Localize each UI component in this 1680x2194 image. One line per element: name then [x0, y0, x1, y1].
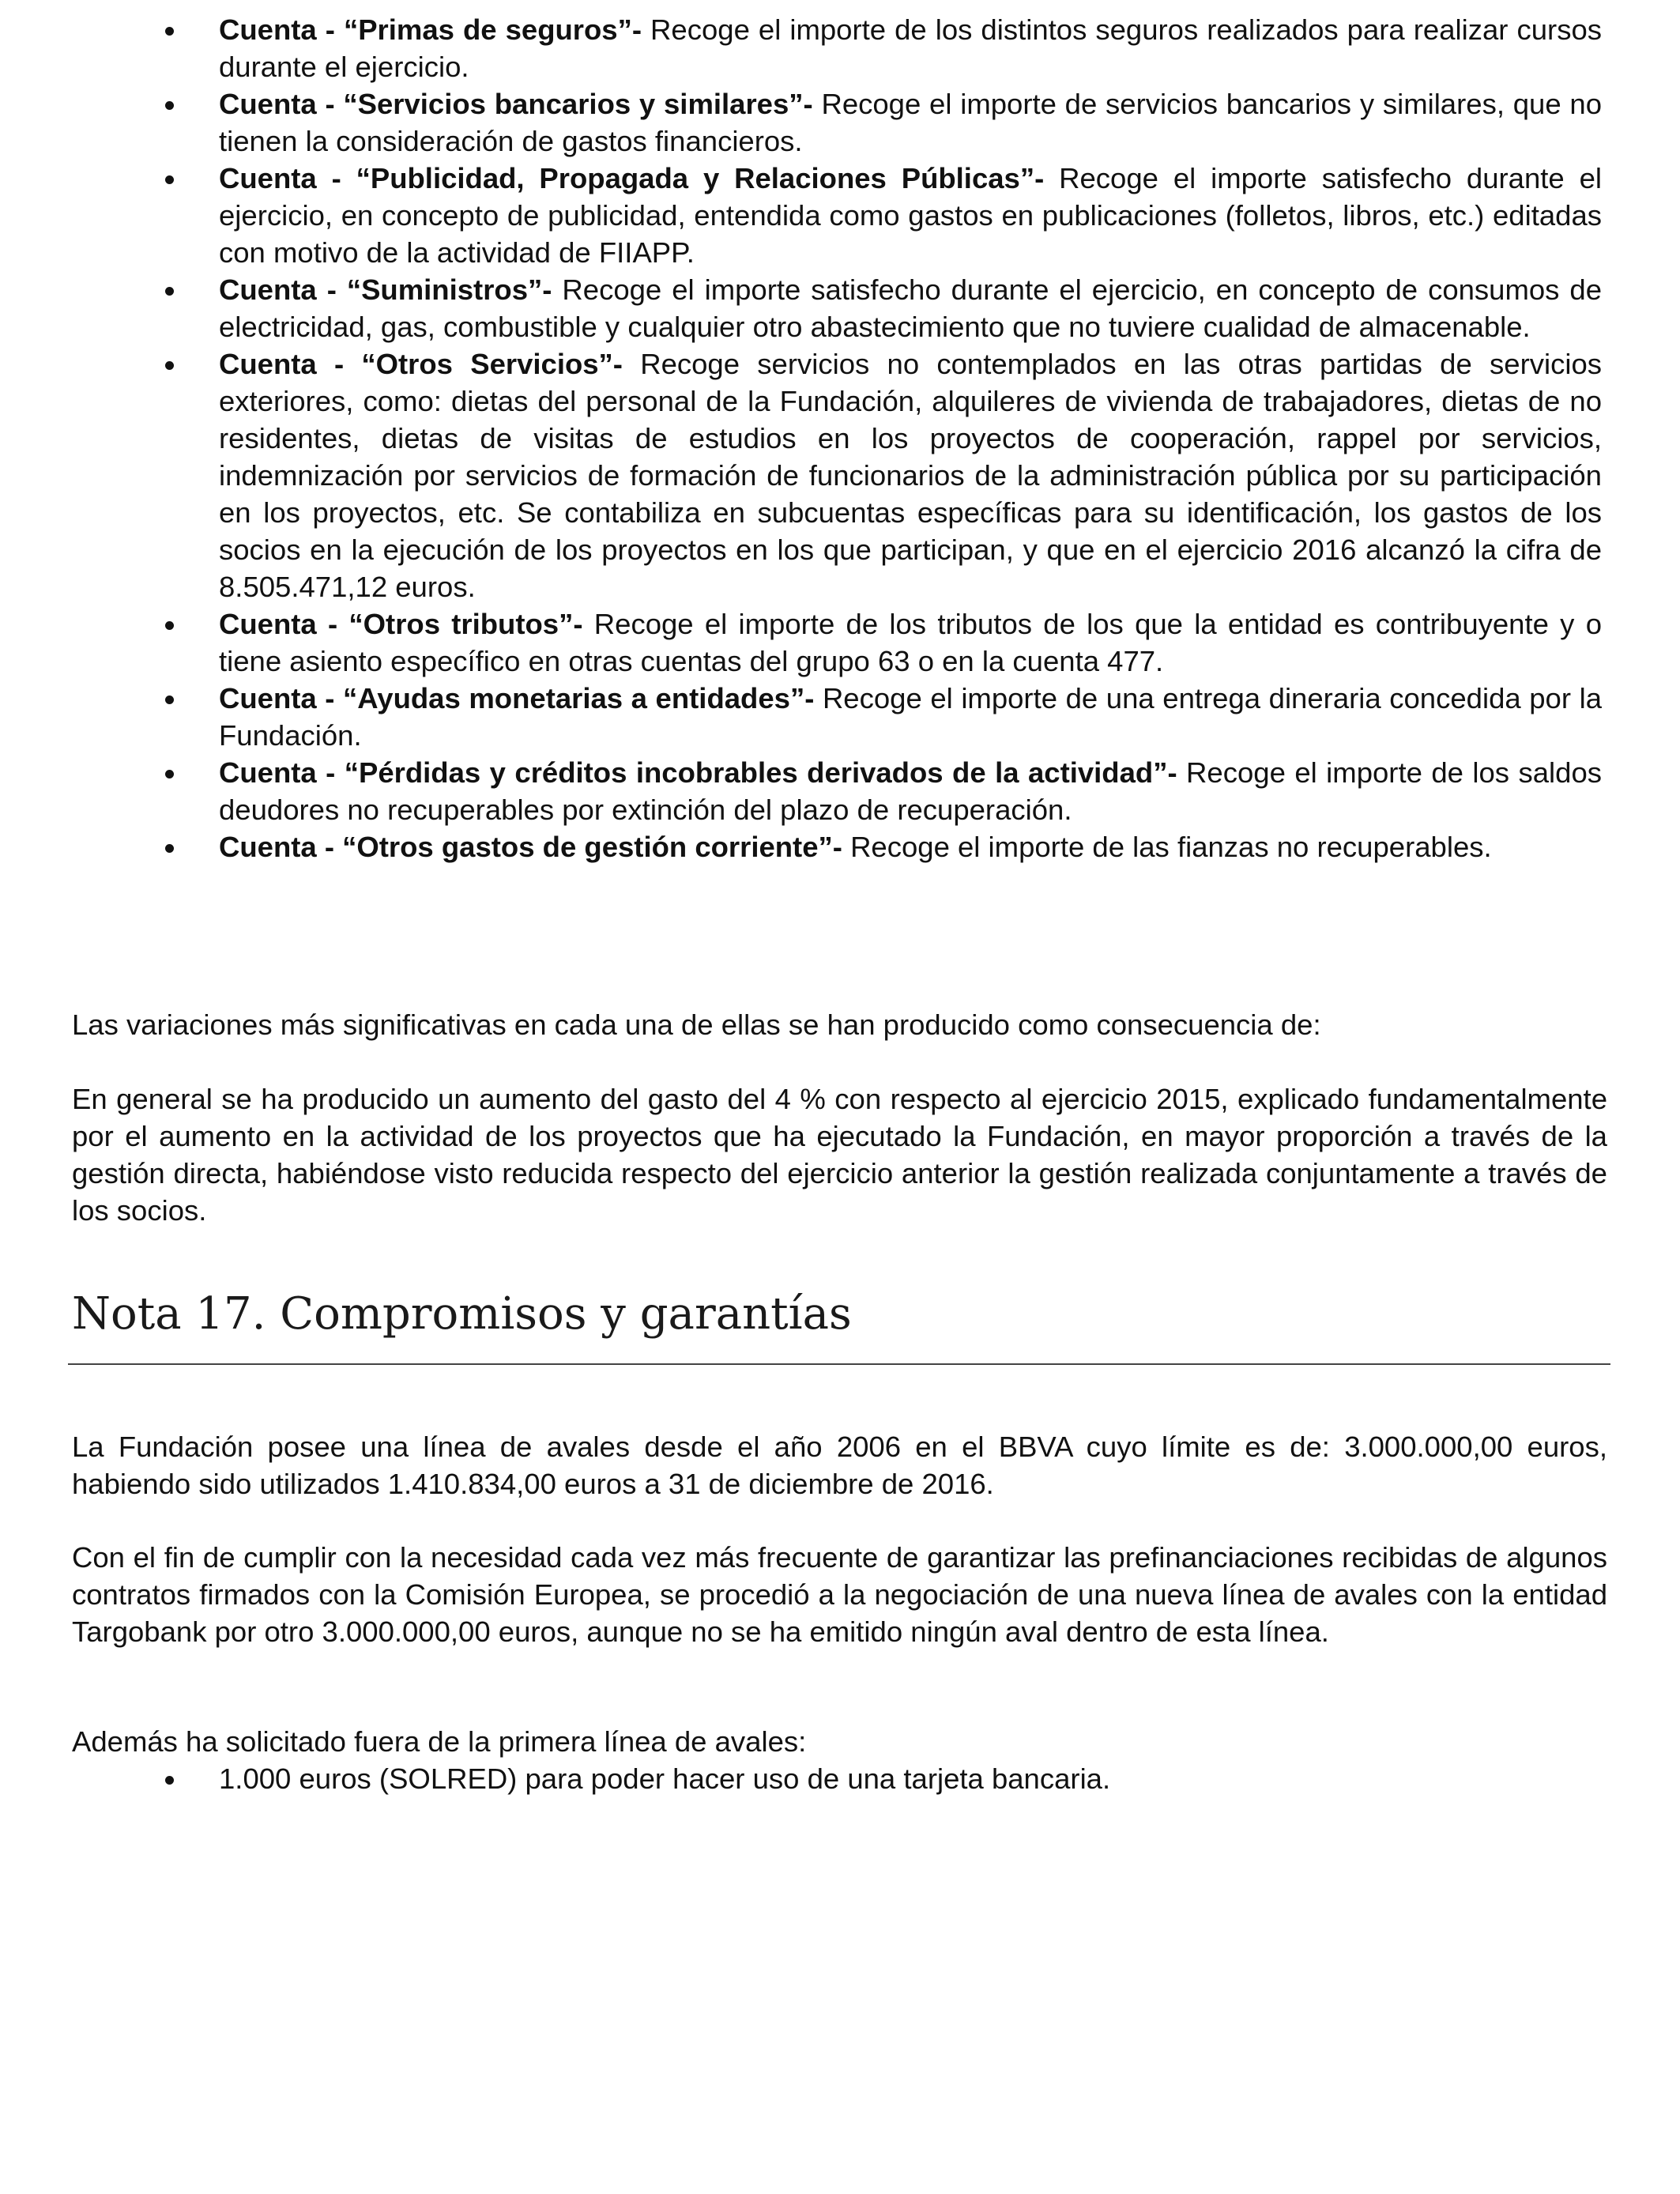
section-heading: Nota 17. Compromisos y garantías: [72, 1288, 852, 1340]
account-description: Recoge el importe de los tributos de los que la entidad es contribuyente y o tiene asiento específico en otras cuentas del grupo 63 o en la cuenta 477.: [219, 608, 1602, 677]
variaciones-paragraph: En general se ha producido un aumento del gasto del 4 % con respecto al ejercicio 2015, explicado fundamentalmente por el aumento en la actividad de los proyectos que ha ejecutado la Fundación, en mayor proporción a través de la gestión directa, habiéndose visto reducida respecto del ejercicio anterior la gestión realizada conjuntamente a través de los socios.: [72, 1083, 1607, 1227]
list-item: [0, 85, 1602, 160]
bullet-icon: [165, 287, 174, 296]
account-title: Cuenta - “Otros tributos”-: [219, 608, 583, 640]
additional-guarantees-intro: Además ha solicitado fuera de la primera línea de avales:: [72, 1725, 807, 1758]
heading-divider: [68, 1363, 1610, 1365]
bullet-icon: [165, 101, 174, 110]
bullet-icon: [165, 175, 174, 184]
account-description: Recoge el importe de los saldos deudores no recuperables por extinción del plazo de recuperación.: [219, 756, 1603, 826]
variaciones-intro: Las variaciones más significativas en cada una de ellas se han producido como consecuencia de:: [72, 1008, 1321, 1041]
account-title: Cuenta - “Otros gastos de gestión corriente”-: [219, 831, 842, 863]
guarantee-item-text: 1.000 euros (SOLRED) para poder hacer uso de una tarjeta bancaria.: [219, 1762, 1111, 1795]
account-title: Cuenta - “Ayudas monetarias a entidades”-: [219, 682, 815, 714]
list-item: [0, 11, 1602, 85]
list-item: [0, 271, 1602, 345]
bullet-icon: [165, 770, 174, 778]
account-title: Cuenta - “Servicios bancarios y similares”-: [219, 88, 813, 120]
account-title: Cuenta - “Pérdidas y créditos incobrables derivados de la actividad”-: [219, 756, 1177, 789]
account-description-list: [0, 11, 1680, 865]
bullet-icon: [165, 361, 174, 370]
targobank-paragraph: Con el fin de cumplir con la necesidad cada vez más frecuente de garantizar las prefinanciaciones recibidas de algunos contratos firmados con la Comisión Europea, se procedió a la negociación de una nueva línea de avales con la entidad Targobank por otro 3.000.000,00 euros, aunque no se ha emitido ningún aval dentro de esta línea.: [72, 1541, 1607, 1648]
bullet-icon: [165, 27, 174, 36]
list-item: [0, 605, 1602, 680]
bbva-guarantee-paragraph: La Fundación posee una línea de avales desde el año 2006 en el BBVA cuyo límite es de: 3.000.000,00 euros, habiendo sido utilizados 1.410.834,00 euros a 31 de diciembre de 2016.: [72, 1431, 1607, 1500]
account-description: Recoge el importe de las fianzas no recuperables.: [842, 831, 1492, 863]
account-title: Cuenta - “Otros Servicios”-: [219, 348, 623, 380]
list-item: [0, 754, 1602, 828]
account-description: Recoge el importe de servicios bancarios y similares, que no tienen la consideración de gastos financieros.: [219, 88, 1602, 157]
account-description: Recoge servicios no contemplados en las otras partidas de servicios exteriores, como: dietas del personal de la Fundación, alquileres de vivienda de trabajadores, dietas de no residentes, dietas de visitas de estudios en los proyectos de cooperación, rappel por servicios, indemnización por servicios de formación de funcionarios de la administración pública por su participación en los proyectos, etc. Se contabiliza en subcuentas específicas para su identificación, los gastos de los socios en la ejecución de los proyectos en los que participan, y que en el ejercicio 2016 alcanzó la cifra de 8.505.471,12 euros.: [219, 348, 1603, 603]
account-title: Cuenta - “Suministros”-: [219, 273, 552, 306]
bullet-icon: [165, 1776, 174, 1785]
account-title: Cuenta - “Publicidad, Propagada y Relaciones Públicas”-: [219, 162, 1045, 194]
bullet-icon: [165, 696, 174, 704]
list-item: [0, 345, 1602, 605]
list-item: [0, 828, 1602, 865]
account-description: Recoge el importe satisfecho durante el ejercicio, en concepto de publicidad, entendida como gastos en publicaciones (folletos, libros, etc.) editadas con motivo de la actividad de FIIAPP.: [219, 162, 1603, 269]
list-item: [0, 160, 1602, 271]
account-description: Recoge el importe de una entrega dineraria concedida por la Fundación.: [219, 682, 1602, 752]
list-item: [0, 1760, 1602, 1797]
additional-guarantees-list: [0, 1760, 1680, 1797]
list-item: [0, 680, 1602, 754]
bullet-icon: [165, 621, 174, 630]
account-description: Recoge el importe de los distintos seguros realizados para realizar cursos durante el ejercicio.: [219, 13, 1602, 83]
account-description: Recoge el importe satisfecho durante el ejercicio, en concepto de consumos de electricidad, gas, combustible y cualquier otro abastecimiento que no tuviere cualidad de almacenable.: [219, 273, 1603, 343]
bullet-icon: [165, 844, 174, 853]
account-title: Cuenta - “Primas de seguros”-: [219, 13, 642, 46]
